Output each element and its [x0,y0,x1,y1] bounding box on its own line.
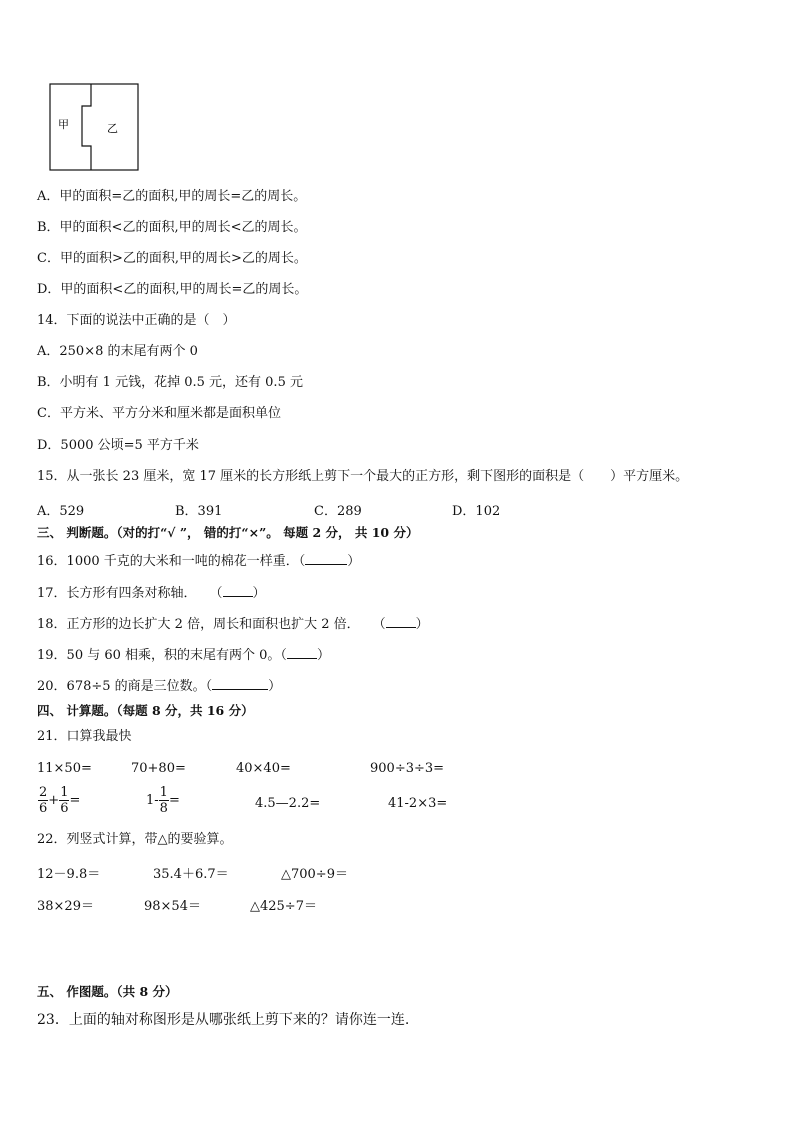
denominator: 6 [39,801,48,816]
q16 [37,552,360,570]
q18-text: 18．正方形的边长扩大 2 倍，周长和面积也扩大 2 倍． （ [37,617,386,632]
q15-stem: 15．从一张长 23 厘米，宽 17 厘米的长方形纸上剪下一个最大的正方形，剩下图形的面积是（ ）平方厘米。 [37,469,689,484]
q22-item-1: 12－9.8＝ [37,867,101,882]
section-4-title: 四、 计算题。（每题 8 分，共 16 分） [37,703,254,718]
split-square-figure [49,83,141,173]
q16-answer-blank[interactable] [305,552,347,565]
q15-option-a: A．529 [37,504,85,519]
q19 [37,646,330,664]
q22-item-2: 35.4＋6.7＝ [153,867,229,882]
section-3-title: 三、 判断题。（对的打“√ ”， 错的打“×”。 每题 2 分， 共 10 分） [37,525,419,540]
q18-answer-blank[interactable] [386,615,416,628]
numerator: 1 [60,785,69,800]
q17-answer-blank[interactable] [223,584,253,597]
q14-stem: 14．下面的说法中正确的是（ ） [37,313,236,328]
q13-option-a: A．甲的面积=乙的面积,甲的周长=乙的周长。 [37,189,307,204]
q15-option-d: D．102 [452,504,501,519]
q21-item-1: 11×50= [37,761,92,776]
equals-sign: = [168,793,180,808]
q16-text: 16．1000 千克的大米和一吨的棉花一样重．（ [37,554,306,569]
dividing-line [82,84,91,170]
q23-text: 23．上面的轴对称图形是从哪张纸上剪下来的？请你连一连. [37,1012,410,1028]
q13-option-d: D．甲的面积<乙的面积,甲的周长=乙的周长。 [37,282,308,297]
q21-fraction-sum [38,785,80,816]
q20 [37,677,281,695]
q18-close: ） [415,617,429,632]
numerator: 1 [159,785,168,800]
q22-item-6: △425÷7＝ [250,899,317,914]
q20-close: ） [268,679,282,694]
q13-option-c: C．甲的面积>乙的面积,甲的周长>乙的周长。 [37,251,307,266]
q21-item-3: 40×40= [236,761,291,776]
q19-text: 19．50 与 60 相乘，积的末尾有两个 0。（ [37,648,287,663]
q14-option-a: A．250×8 的末尾有两个 0 [37,344,198,359]
q14-option-c: C．平方米、平方分米和厘米都是面积单位 [37,406,281,421]
q20-answer-blank[interactable] [212,677,268,690]
q19-close: ） [316,648,330,663]
section-5-title: 五、 作图题。（共 8 分） [37,984,178,999]
q17-close: ） [252,586,266,601]
q17-text: 17．长方形有四条对称轴． （ [37,586,223,601]
denominator: 6 [60,801,69,816]
q18 [37,615,429,633]
fraction-1-6 [59,785,69,816]
label-yi: 乙 [107,122,118,135]
fraction-1-8 [159,785,169,816]
denominator: 8 [159,801,168,816]
q22-item-3: △700÷9＝ [281,867,348,882]
q17 [37,584,266,602]
q19-answer-blank[interactable] [287,646,317,659]
q16-close: ） [347,554,361,569]
q22-item-4: 38×29＝ [37,899,94,914]
q20-text: 20．678÷5 的商是三位数。（ [37,679,213,694]
q22-stem: 22．列竖式计算，带△的要验算。 [37,832,233,847]
q14-option-d: D．5000 公顷=5 平方千米 [37,438,199,453]
q15-option-b: B．391 [175,504,223,519]
q13-option-b: B．甲的面积<乙的面积,甲的周长<乙的周长。 [37,220,307,235]
minuend: 1- [146,793,159,808]
q22-item-5: 98×54＝ [144,899,201,914]
fraction-2-6 [38,785,48,816]
q21-item-4: 900÷3÷3= [370,761,445,776]
q21-fraction-diff [146,785,180,816]
q21-item-8: 41-2×3= [388,796,448,811]
q21-item-2: 70+80= [131,761,186,776]
plus-sign: + [48,793,60,808]
label-jia: 甲 [58,118,69,131]
q21-stem: 21．口算我最快 [37,729,132,744]
numerator: 2 [39,785,48,800]
q14-option-b: B．小明有 1 元钱，花掉 0.5 元，还有 0.5 元 [37,375,303,390]
equals-sign: = [69,793,81,808]
q21-item-7: 4.5—2.2= [255,796,321,811]
q15-option-c: C．289 [314,504,362,519]
